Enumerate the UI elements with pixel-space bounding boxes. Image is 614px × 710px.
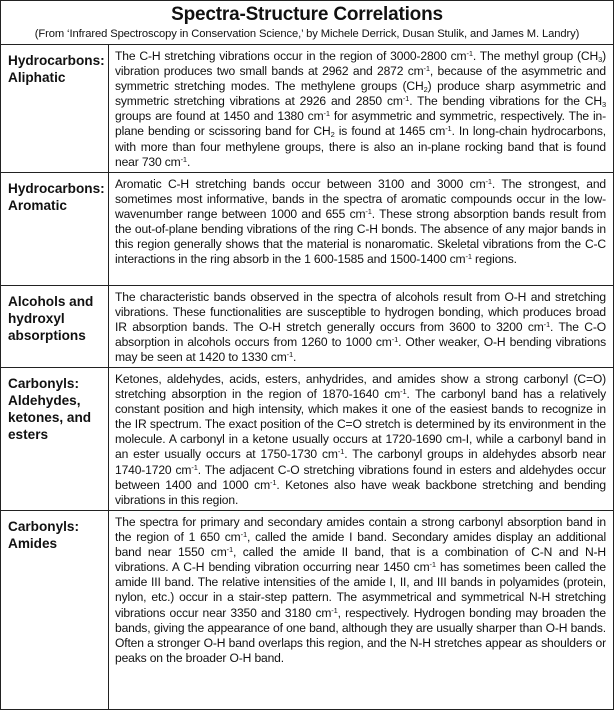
source-citation: (From ‘Infrared Spectroscopy in Conservation Science,’ by Michele Derrick, Dusan Stulik, and James M. Landry) bbox=[34, 28, 580, 40]
table-header bbox=[1, 1, 613, 45]
row-label: Alcohols and hydroxyl absorptions bbox=[1, 286, 109, 367]
table-row bbox=[1, 45, 613, 173]
row-label: Carbonyls: Amides bbox=[1, 511, 109, 709]
table-row bbox=[1, 173, 613, 286]
row-description: Ketones, aldehydes, acids, esters, anhydrides, and amides show a strong carbonyl (C=O) stretching absorption in the region of 1870-1640 $cm^{-1}$. The carbonyl band has a relatively constant position and high intensity, which makes it one of the easiest bands to recognize in the IR spectrum. The exact position of the C=O stretch is determined by its environment in the molecule. A carbonyl in a ketone usually occurs at 1720-1690 cm-I, while a carbonyl band in an ester usually occurs at 1750-1730 $cm^{-1}$. The carbonyl groups in aldehydes absorb near 1740-1720 $cm^{-1}$. The adjacent C-O stretching vibrations found in esters and aldehydes occur between 1400 and 1000 $cm^{-1}$. Ketones also have weak backbone stretching and bending vibrations in this region. bbox=[115, 372, 606, 507]
row-description: The characteristic bands observed in the spectra of alcohols result from O-H and stretching vibrations. These functionalities are susceptible to hydrogen bonding, which produces broad IR absorption bands. The O-H stretch generally occurs from 3600 to 3200 $cm^{-1}$. The C-O absorption in alcohols occurs from 1260 to 1000 $cm^{-1}$. Other weaker, O-H bending vibrations may be seen at 1420 to 1330 $cm^{-1}$. bbox=[115, 290, 607, 365]
row-description: Aromatic C-H stretching bands occur between 3100 and 3000 $cm^{-1}$. The strongest, and sometimes most informative, bands in the spectra of aromatic compounds occur in the low-wavenumber range between 1000 and 655 $cm^{-1}$. These strong absorption bands result from the out-of-plane bending vibrations of the ring C-H bonds. The absence of any major bands in this region generally shows that the material is nonaromatic. Skeletal vibrations from the C-C interactions in the ring absorb in the 1 600-1585 and 1500-1400 $cm^{-1}$ regions. bbox=[115, 177, 607, 267]
table-row bbox=[1, 286, 613, 368]
page-title: Spectra-Structure Correlations bbox=[171, 4, 443, 25]
table-row bbox=[1, 511, 613, 709]
row-description: The C-H stretching vibrations occur in the region of 3000-2800 $cm^{-1}$. The methyl group $(CH_3)$ vibration produces two small bands at 2962 and 2872 $cm^{-1}$, because of the asymmetric and symmetric stretching modes. The methylene groups $(CH_2)$ produce sharp asymmetric and symmetric stretching vibrations at 2926 and 2850 $cm^{-1}$. The bending vibrations for the $CH_3$ groups are found at 1450 and 1380 $cm^{-1}$ for asymmetric and symmetric, respectively. The in-plane bending or scissoring band for $CH_2$ is found at 1465 $cm^{-1}$. In long-chain hydrocarbons, with more than four methylene groups, there is also an in-plane rocking band that is found near 730 $cm^{-1}$. bbox=[115, 49, 607, 169]
row-description: The spectra for primary and secondary amides contain a strong carbonyl absorption band in the region of 1 650 $cm^{-1}$, called the amide I band. Secondary amides display an additional band near 1550 $cm^{-1}$, called the amide II band, that is a combination of C-N and N-H vibrations. A C-H bending vibration occurring near 1450 $cm^{-1}$ has sometimes been called the amide III band. The relative intensities of the amide I, II, and III bands in polyamides (protein, nylon, etc.) occur in a stair-step pattern. The asymmetrical and symmetrical N-H stretching vibrations occur near 3350 and 3180 $cm^{-1}$, respectively. Hydrogen bonding may broaden the bands, giving the appearance of one band, although they are usually sharper than O-H bands. Often a stronger O-H band overlaps this region, and the N-H stretches appear as shoulders or peaks on the broader O-H band. bbox=[115, 515, 606, 665]
row-label: Carbonyls: Aldehydes, ketones, and esters bbox=[1, 368, 109, 510]
table-row bbox=[1, 368, 613, 511]
row-label: Hydrocarbons: Aliphatic bbox=[1, 45, 109, 172]
row-label: Hydrocarbons: Aromatic bbox=[1, 173, 109, 285]
